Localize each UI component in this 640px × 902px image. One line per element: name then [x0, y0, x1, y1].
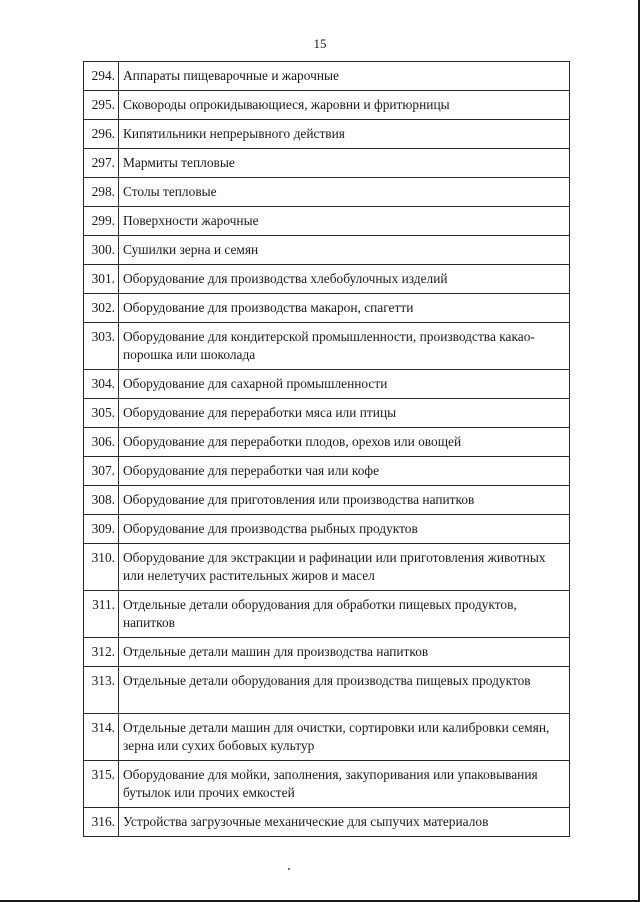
table-row	[84, 323, 570, 370]
row-number: 314.	[84, 714, 119, 761]
row-number: 303.	[84, 323, 119, 370]
row-text: Отдельные детали оборудования для производства пищевых продуктов	[119, 667, 570, 714]
table-row	[84, 91, 570, 120]
table-row	[84, 457, 570, 486]
row-number: 300.	[84, 236, 119, 265]
row-number: 306.	[84, 428, 119, 457]
row-number: 294.	[84, 62, 119, 91]
row-text: Отдельные детали машин для производства напитков	[119, 638, 570, 667]
row-text: Сушилки зерна и семян	[119, 236, 570, 265]
equipment-table	[83, 61, 570, 837]
table-row	[84, 120, 570, 149]
row-number: 316.	[84, 808, 119, 837]
scan-speck	[288, 868, 290, 870]
row-number: 308.	[84, 486, 119, 515]
table-row	[84, 544, 570, 591]
table-row	[84, 236, 570, 265]
row-number: 298.	[84, 178, 119, 207]
table-row	[84, 399, 570, 428]
row-text: Мармиты тепловые	[119, 149, 570, 178]
row-number: 304.	[84, 370, 119, 399]
table-row	[84, 428, 570, 457]
row-number: 296.	[84, 120, 119, 149]
row-text: Отдельные детали оборудования для обработки пищевых продуктов, напитков	[119, 591, 570, 638]
row-text: Сковороды опрокидывающиеся, жаровни и фритюрницы	[119, 91, 570, 120]
row-text: Оборудование для переработки чая или кофе	[119, 457, 570, 486]
row-text: Кипятильники непрерывного действия	[119, 120, 570, 149]
row-text: Оборудование для кондитерской промышленности, производства какао-порошка или шоколада	[119, 323, 570, 370]
equipment-table-body	[84, 62, 570, 837]
table-row	[84, 515, 570, 544]
row-text: Оборудование для мойки, заполнения, закупоривания или упаковывания бутылок или прочих емкостей	[119, 761, 570, 808]
row-number: 310.	[84, 544, 119, 591]
table-row	[84, 667, 570, 714]
table-row	[84, 591, 570, 638]
row-text: Оборудование для производства макарон, спагетти	[119, 294, 570, 323]
row-text: Оборудование для переработки мяса или птицы	[119, 399, 570, 428]
row-number: 302.	[84, 294, 119, 323]
table-row	[84, 638, 570, 667]
row-number: 301.	[84, 265, 119, 294]
row-text: Поверхности жарочные	[119, 207, 570, 236]
row-number: 297.	[84, 149, 119, 178]
table-row	[84, 294, 570, 323]
row-number: 313.	[84, 667, 119, 714]
row-text: Оборудование для переработки плодов, орехов или овощей	[119, 428, 570, 457]
row-text: Оборудование для экстракции и рафинации или приготовления животных или нелетучих растительных жиров и масел	[119, 544, 570, 591]
row-number: 299.	[84, 207, 119, 236]
row-text: Оборудование для сахарной промышленности	[119, 370, 570, 399]
row-text: Аппараты пищеварочные и жарочные	[119, 62, 570, 91]
table-row	[84, 265, 570, 294]
row-text: Оборудование для производства рыбных продуктов	[119, 515, 570, 544]
row-number: 312.	[84, 638, 119, 667]
table-row	[84, 149, 570, 178]
row-number: 295.	[84, 91, 119, 120]
row-number: 307.	[84, 457, 119, 486]
row-text: Столы тепловые	[119, 178, 570, 207]
table-row	[84, 714, 570, 761]
row-text: Устройства загрузочные механические для сыпучих материалов	[119, 808, 570, 837]
page-number: 15	[313, 36, 327, 51]
row-number: 305.	[84, 399, 119, 428]
table-row	[84, 62, 570, 91]
table-row	[84, 207, 570, 236]
row-text: Оборудование для приготовления или производства напитков	[119, 486, 570, 515]
table-row	[84, 178, 570, 207]
row-text: Отдельные детали машин для очистки, сортировки или калибровки семян, зерна или сухих бобовых культур	[119, 714, 570, 761]
table-row	[84, 486, 570, 515]
row-number: 309.	[84, 515, 119, 544]
row-text: Оборудование для производства хлебобулочных изделий	[119, 265, 570, 294]
row-number: 315.	[84, 761, 119, 808]
table-row	[84, 761, 570, 808]
table-row	[84, 808, 570, 837]
table-row	[84, 370, 570, 399]
row-number: 311.	[84, 591, 119, 638]
